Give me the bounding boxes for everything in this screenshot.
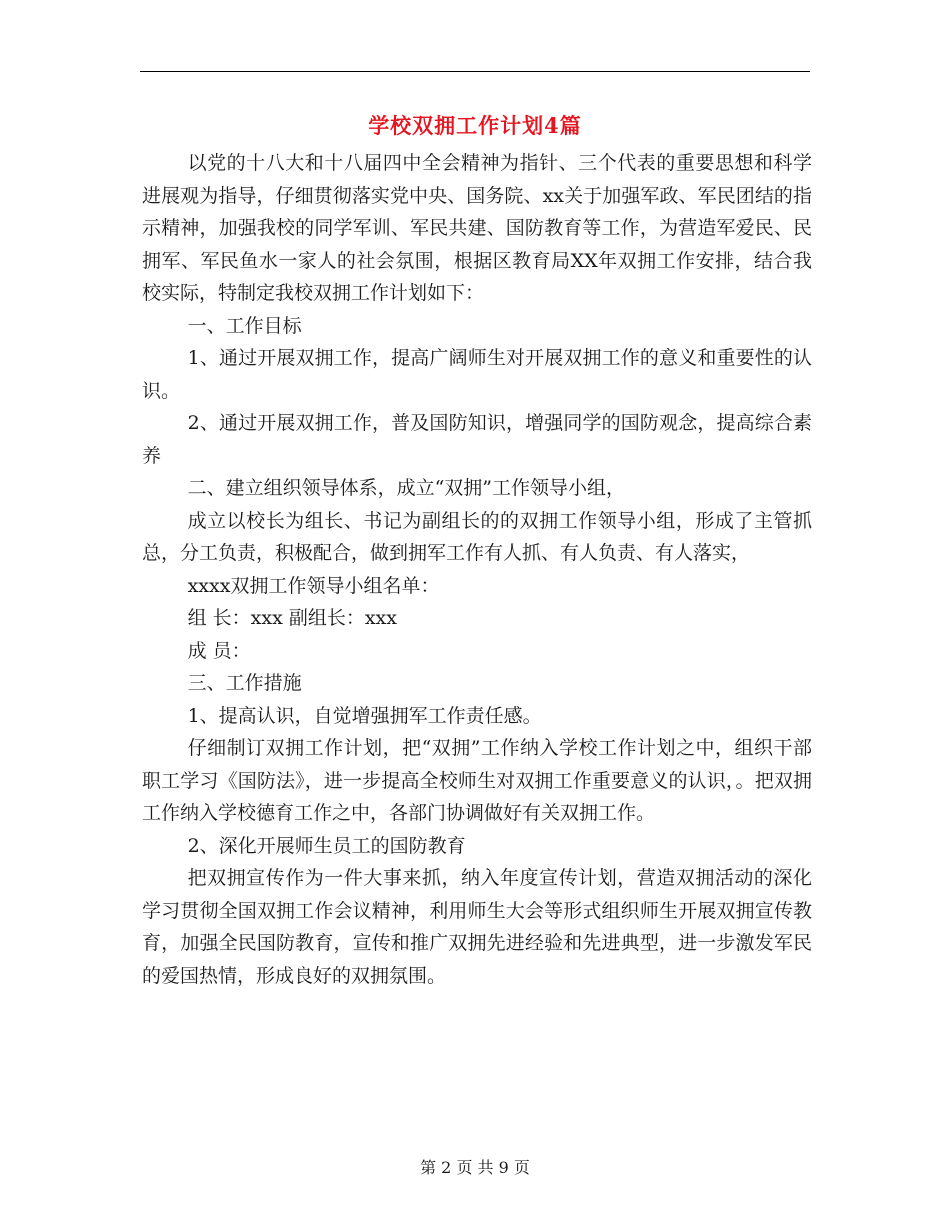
heading-work-goals: 一、工作目标	[187, 314, 302, 337]
document-body	[142, 147, 812, 992]
paragraph-leaders: 组 长：xxx 副组长：xxx	[187, 607, 397, 629]
paragraph-members: 成 员：	[187, 639, 251, 662]
paragraph-intro: 以党的十八大和十八届四中全会精神为指针、三个代表的重要思想和科学进展观为指导，仔细贯彻落实党中央、国务院、xx关于加强军政、军民团结的指示精神，加强我校的同学军训、军民共建、国防教育等工作，为营造军爱民、民拥军、军民鱼水一家人的社会氛围，根据区教育局XX年双拥工作安排，结合我校实际，特制定我校双拥工作计划如下：	[142, 152, 812, 304]
paragraph-goal-1: 1、通过开展双拥工作，提高广阔师生对开展双拥工作的意义和重要性的认识。	[142, 347, 812, 402]
header-rule	[140, 71, 810, 72]
paragraph-measure-2: 2、深化开展师生员工的国防教育	[187, 834, 466, 857]
paragraph-measure-1: 1、提高认识，自觉增强拥军工作责任感。	[187, 704, 542, 727]
document-title: 学校双拥工作计划4篇	[368, 113, 582, 138]
page-footer: 第 2 页 共 9 页	[420, 1158, 530, 1177]
heading-leadership: 二、建立组织领导体系，成立“双拥”工作领导小组，	[187, 477, 626, 499]
paragraph-member-list-title: xxxx双拥工作领导小组名单：	[187, 574, 440, 597]
paragraph-measure-1-detail: 仔细制订双拥工作计划，把“双拥”工作纳入学校工作计划之中，组织干部职工学习《国防法》，进一步提高全校师生对双拥工作重要意义的认识，。把双拥工作纳入学校德育工作之中，各部门协调做好有关双拥工作。	[142, 737, 812, 824]
heading-measures: 三、工作措施	[187, 672, 302, 694]
paragraph-measure-2-detail: 把双拥宣传作为一件大事来抓，纳入年度宣传计划，营造双拥活动的深化学习贯彻全国双拥工作会议精神，利用师生大会等形式组织师生开展双拥宣传教育，加强全民国防教育，宣传和推广双拥先进经验和先进典型，进一步激发军民的爱国热情，形成良好的双拥氛围。	[142, 867, 812, 987]
paragraph-leadership: 成立以校长为组长、书记为副组长的的双拥工作领导小组，形成了主管抓总，分工负责，积极配合，做到拥军工作有人抓、有人负责、有人落实，	[142, 509, 812, 564]
paragraph-goal-2: 2、通过开展双拥工作，普及国防知识，增强同学的国防观念，提高综合素养	[142, 412, 812, 467]
